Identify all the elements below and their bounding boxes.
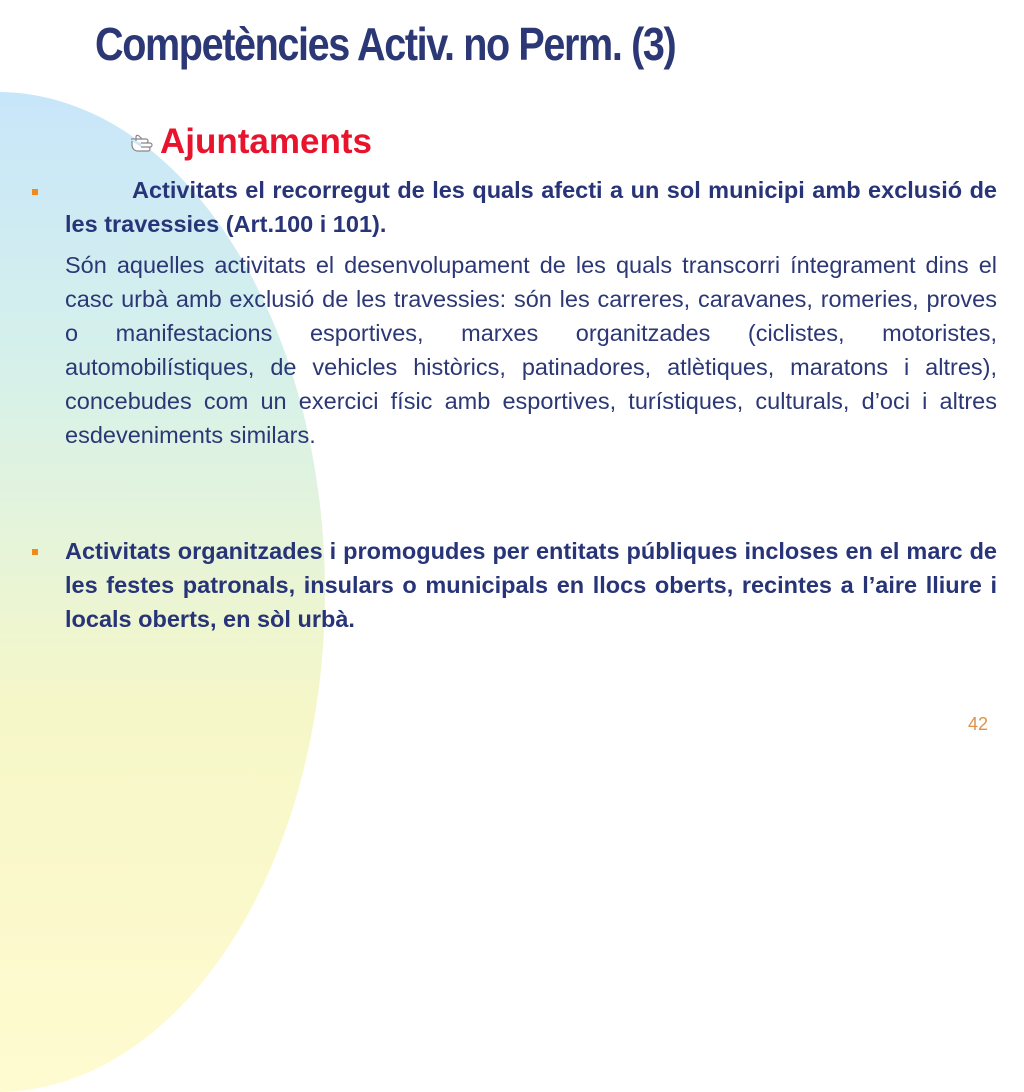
pointing-hand-icon	[130, 130, 158, 154]
slide-title: Competències Activ. no Perm. (3)	[95, 18, 676, 70]
paragraph-2: Són aquelles activitats el desenvolupament de les quals transcorri íntegrament dins el casc urbà amb exclusió de les travessies: són les carreres, caravanes, romeries, proves o manifestacions esportives, marxes organitzades (ciclistes, motoristes, automobilístiques, de vehicles històrics, patinadores, atlètiques, maratons i altres), concebudes com un exercici físic amb esportives, turístiques, culturals, d’oci i altres esdeveniments similars.	[65, 252, 997, 448]
subheading-text: Ajuntaments	[160, 122, 372, 161]
subheading-row	[130, 118, 372, 166]
paragraph-3: Activitats organitzades i promogudes per entitats públiques incloses en el marc de les festes patronals, insulars o municipals en llocs oberts, recintes a l’aire lliure i locals oberts, en sòl urbà.	[65, 538, 997, 632]
square-bullet-icon	[32, 549, 38, 555]
page-number: 42	[967, 714, 988, 734]
square-bullet-icon	[32, 189, 38, 195]
paragraph-1: Activitats el recorregut de les quals afecti a un sol municipi amb exclusió de les travessies (Art.100 i 101).	[65, 177, 997, 237]
